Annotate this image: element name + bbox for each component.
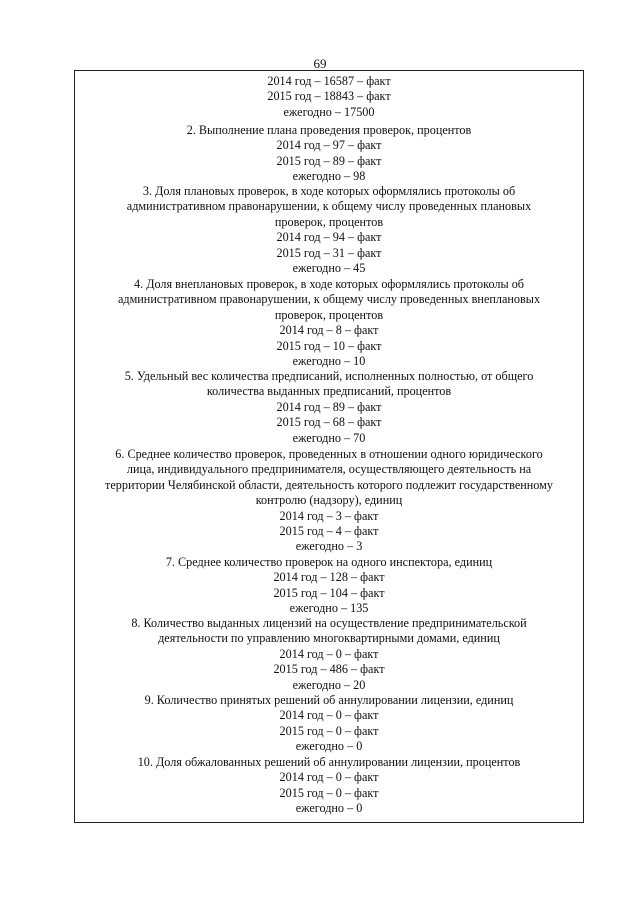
indicator-4 xyxy=(75,277,583,369)
value-2014: 2014 год – 97 – факт xyxy=(276,138,382,153)
indicator-title: 9. Количество принятых решений об аннулировании лицензии, единиц xyxy=(144,693,514,707)
value-annual: ежегодно – 45 xyxy=(292,261,366,276)
value-2014: 2014 год – 128 – факт xyxy=(273,570,385,585)
indicator-10 xyxy=(75,755,583,817)
indicator-9 xyxy=(75,693,583,755)
page-number: 69 xyxy=(313,56,327,71)
indicator-title: 3. Доля плановых проверок, в ходе которых оформлялись протоколы об xyxy=(142,184,516,198)
value-2015: 2015 год – 18843 – факт xyxy=(267,89,391,104)
indicator-title: контролю (надзору), единиц xyxy=(255,493,403,508)
value-annual: ежегодно – 3 xyxy=(295,539,363,554)
value-annual: ежегодно – 20 xyxy=(292,677,366,692)
indicator-title: проверок, процентов xyxy=(274,214,384,229)
indicator-title: 4. Доля внеплановых проверок, в ходе которых оформлялись протоколы об xyxy=(134,277,524,291)
indicator-1-values xyxy=(75,74,583,120)
indicator-6 xyxy=(75,447,583,555)
indicator-title: территории Челябинской области, деятельность которого подлежит государственному xyxy=(105,477,553,492)
value-2014: 2014 год – 0 – факт xyxy=(279,708,379,723)
value-2014: 2014 год – 0 – факт xyxy=(279,770,379,785)
indicator-8 xyxy=(75,616,583,693)
value-annual: ежегодно – 0 xyxy=(295,739,363,754)
indicator-title: 7. Среднее количество проверок на одного инспектора, единиц xyxy=(165,555,493,569)
value-annual: ежегодно – 10 xyxy=(292,354,366,369)
indicator-title: деятельности по управлению многоквартирными домами, единиц xyxy=(158,631,500,646)
value-2014: 2014 год – 0 – факт xyxy=(279,646,379,661)
indicator-title: проверок, процентов xyxy=(274,307,384,322)
indicators-frame xyxy=(74,70,584,823)
indicator-7 xyxy=(75,555,583,617)
value-2014: 2014 год – 3 – факт xyxy=(279,508,379,523)
value-2014: 2014 год – 16587 – факт xyxy=(267,74,391,88)
indicator-title: административном правонарушении, к общему числу проведенных внеплановых xyxy=(117,292,541,307)
indicator-title: 8. Количество выданных лицензий на осуществление предпринимательской xyxy=(131,616,527,630)
value-2015: 2015 год – 10 – факт xyxy=(276,338,382,353)
indicator-title: административном правонарушении, к общему числу проведенных плановых xyxy=(126,199,532,214)
value-annual: ежегодно – 17500 xyxy=(283,104,375,119)
value-2015: 2015 год – 104 – факт xyxy=(273,585,385,600)
indicator-title: 6. Среднее количество проверок, проведенных в отношении одного юридического xyxy=(115,447,543,461)
value-2014: 2014 год – 8 – факт xyxy=(279,323,379,338)
value-2015: 2015 год – 89 – факт xyxy=(276,153,382,168)
value-annual: ежегодно – 70 xyxy=(292,430,366,445)
value-2015: 2015 год – 4 – факт xyxy=(279,524,379,539)
value-annual: ежегодно – 0 xyxy=(295,801,363,816)
indicator-title: количества выданных предписаний, процентов xyxy=(206,384,452,399)
value-2014: 2014 год – 94 – факт xyxy=(276,230,382,245)
indicator-3 xyxy=(75,184,583,276)
value-2015: 2015 год – 0 – факт xyxy=(279,785,379,800)
indicator-title: 5. Удельный вес количества предписаний, исполненных полностью, от общего xyxy=(124,369,534,383)
indicator-title: 2. Выполнение плана проведения проверок, процентов xyxy=(186,123,472,137)
indicator-title: лица, индивидуального предпринимателя, осуществляющего деятельность на xyxy=(126,462,532,477)
value-2015: 2015 год – 31 – факт xyxy=(276,245,382,260)
value-annual: ежегодно – 98 xyxy=(292,169,366,184)
value-2015: 2015 год – 68 – факт xyxy=(276,415,382,430)
value-2015: 2015 год – 486 – факт xyxy=(273,662,385,677)
value-annual: ежегодно – 135 xyxy=(289,601,369,616)
value-2015: 2015 год – 0 – факт xyxy=(279,723,379,738)
indicator-title: 10. Доля обжалованных решений об аннулировании лицензии, процентов xyxy=(137,755,521,769)
value-2014: 2014 год – 89 – факт xyxy=(276,399,382,414)
indicator-5 xyxy=(75,369,583,446)
indicator-2 xyxy=(75,123,583,185)
